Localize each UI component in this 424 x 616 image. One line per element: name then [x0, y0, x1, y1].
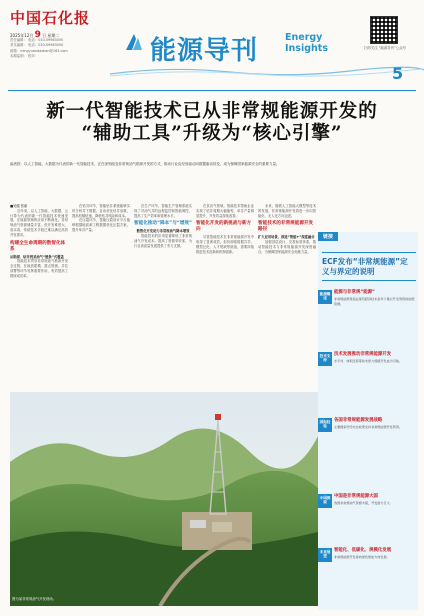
page-number: 5: [392, 64, 404, 83]
sidebar-item: [318, 290, 418, 340]
meta-line: 责任编辑： 电话：010-59963050: [10, 38, 64, 43]
subheading: 智能化开发的新挑战与新方向: [196, 221, 252, 233]
sidebar-item: [318, 418, 418, 468]
sidebar-item: [318, 548, 418, 598]
date-year-month: 2025年12月: [10, 33, 34, 38]
byline: ■吴健 张丽: [10, 204, 28, 208]
date-day-suffix: 日: [42, 33, 47, 38]
sidebar-item-heading: 技术发展推动非常规能源开发: [334, 352, 392, 357]
sidebar-item-text: 水平井、体积压裂等技术使大规模开发成为可能。: [334, 359, 403, 363]
sidebar-title-block: [322, 248, 414, 285]
sidebar-item-text: 非常规能源是指在现有经济技术条件下难以开发利用的能源资源。: [334, 297, 415, 306]
paragraph: 尽管智能技术在非常规能源开发中取得了显著成效，但仍面临数据共享、模型泛化、人才短缺等挑战，需要持续推进技术创新和机制创新。: [196, 235, 254, 254]
sidebar-title: ECF发布“非常规能源”定义与界定的说明: [322, 257, 408, 276]
sidebar-item-text: 非常规能源开发将向绿色智能方向发展。: [334, 555, 390, 559]
qr-code-icon[interactable]: [370, 16, 398, 44]
paragraph: 在页岩气领域，智能技术帮助企业实现了钻井周期大幅缩短、单井产量明显提升，开发效益持续改善。: [196, 204, 254, 218]
paragraph: 未来，随着人工智能大模型等技术的发展，非常规能源开发将进一步向智能化、无人化方向迈进。: [258, 204, 316, 218]
sidebar-item-badge: 能源概述: [318, 290, 332, 304]
sidebar-item: [318, 494, 418, 544]
paragraph: 近年来，以人工智能、大数据、云计算为代表的新一代智能技术快速发展，在能源领域的应用不断深化。非常规油气资源储量丰富，但开发难度大、成本高，传统技术手段已难以满足高效开发需求。: [10, 208, 68, 237]
sidebar-item-badge: 中国探索: [318, 494, 332, 508]
sidebar-item-heading: 各国非常规能源发展战略: [334, 418, 383, 423]
sidebar-item-text: 主要国家纷纷出台政策支持非常规能源开发利用。: [334, 425, 403, 429]
divider: [322, 280, 416, 281]
paragraph: 在生产环节，智能生产管理系统实现了对油气井的远程监控和智能调控，提高了生产效率和管理水平。: [134, 204, 192, 218]
subheading-secondary: 扩大应用场景，推进“智能+”深度融合: [258, 235, 315, 240]
article-photo: [10, 392, 318, 606]
sidebar-item-badge: 国际经验: [318, 418, 332, 432]
subheading: 智能技术的非常规能源开发路径: [258, 221, 314, 233]
article-headline: [0, 101, 424, 145]
publication-meta: [10, 30, 80, 59]
sidebar-item-heading: 中国是非常规能源大国: [334, 494, 378, 499]
article-column-2: [72, 204, 130, 233]
sidebar-item-heading: 智能化、低碳化、规模化发展: [334, 548, 392, 553]
date-day: 9: [34, 30, 41, 40]
paragraph: 智能技术的应用显著降低了非常规油气开发成本，提高了资源采收率，为行业高质量发展提供了有力支撑。: [134, 234, 192, 248]
paragraph: 在压裂环节，智能压裂设计平台能够根据地质和工程数据优化压裂方案，提升单井产量。: [72, 218, 130, 232]
sidebar-item: [318, 352, 418, 402]
paragraph: 智能技术贯穿非常规油气勘探开发全过程，在地质建模、甜点预测、井位部署等环节发挥重要作用，有效提高了勘探成功率。: [10, 259, 68, 278]
subheading-secondary: 数智化开发助力非常规油气降本增效: [136, 229, 190, 234]
section-title-en: Energy Insights: [285, 32, 328, 54]
sidebar-item-badge: 未来展望: [318, 548, 332, 562]
masthead: [0, 0, 424, 98]
photo-caption: 图为某非常规油气开发现场。: [12, 597, 57, 601]
meta-line: 本期监制： 校对：: [10, 53, 39, 58]
section-logo-icon: [124, 32, 144, 52]
article-lead: 编者按：以人工智能、大数据为代表的新一代智能技术，正在深刻改变非常规油气勘探开发的方式，推动行业由经验驱动向数据驱动转变，成为保障国家能源安全的重要力量。: [10, 162, 280, 166]
divider: [322, 252, 416, 253]
article-column-1: [10, 204, 68, 279]
headline-line-1: 新一代智能技术已从非常规能源开发的: [46, 101, 378, 122]
subheading: 构建全生命周期的数智化体系: [10, 240, 66, 252]
landscape-illustration: [10, 392, 318, 606]
paragraph: 加强顶层设计，完善标准体系，推动智能技术与非常规能源开发深度融合，为保障国家能源安全贡献力量。: [258, 240, 316, 254]
subheading-secondary: 从勘探、钻井到采油气“链条”式覆盖: [10, 254, 64, 259]
sidebar-item-text: 我国非常规油气资源丰富，开发潜力巨大。: [334, 501, 393, 505]
qr-caption: 扫码关注 “能源导刊”公众号: [364, 46, 406, 50]
sidebar-item-badge: 技术支持: [318, 352, 332, 366]
decorative-wave: [110, 66, 424, 78]
sidebar-item-heading: 能源与非常规“能源”: [334, 290, 375, 295]
paragraph: 在钻井环节，智能钻井系统能够实时分析井下数据，自动优化钻井参数，提高机械钻速，降低钻井风险和成本。: [72, 204, 130, 218]
sidebar-tag: 链接: [318, 232, 338, 241]
weekday: 星期二: [47, 33, 60, 38]
headline-line-2: “辅助工具”升级为“核心引擎”: [81, 123, 343, 144]
section-title: 能源导刊: [150, 36, 259, 66]
meta-line: 美术编辑： 电话：010-59963050: [10, 43, 64, 48]
article-column-4: [196, 204, 254, 255]
newspaper-name: 中国石化报: [10, 9, 91, 27]
subheading: 智能化推动“降本”与“增效”: [134, 221, 193, 227]
meta-line: 邮箱：nengyuandaokan@163.com: [10, 48, 68, 53]
article-column-5: [258, 204, 316, 255]
article-column-3: [134, 204, 192, 249]
divider: [8, 90, 416, 91]
